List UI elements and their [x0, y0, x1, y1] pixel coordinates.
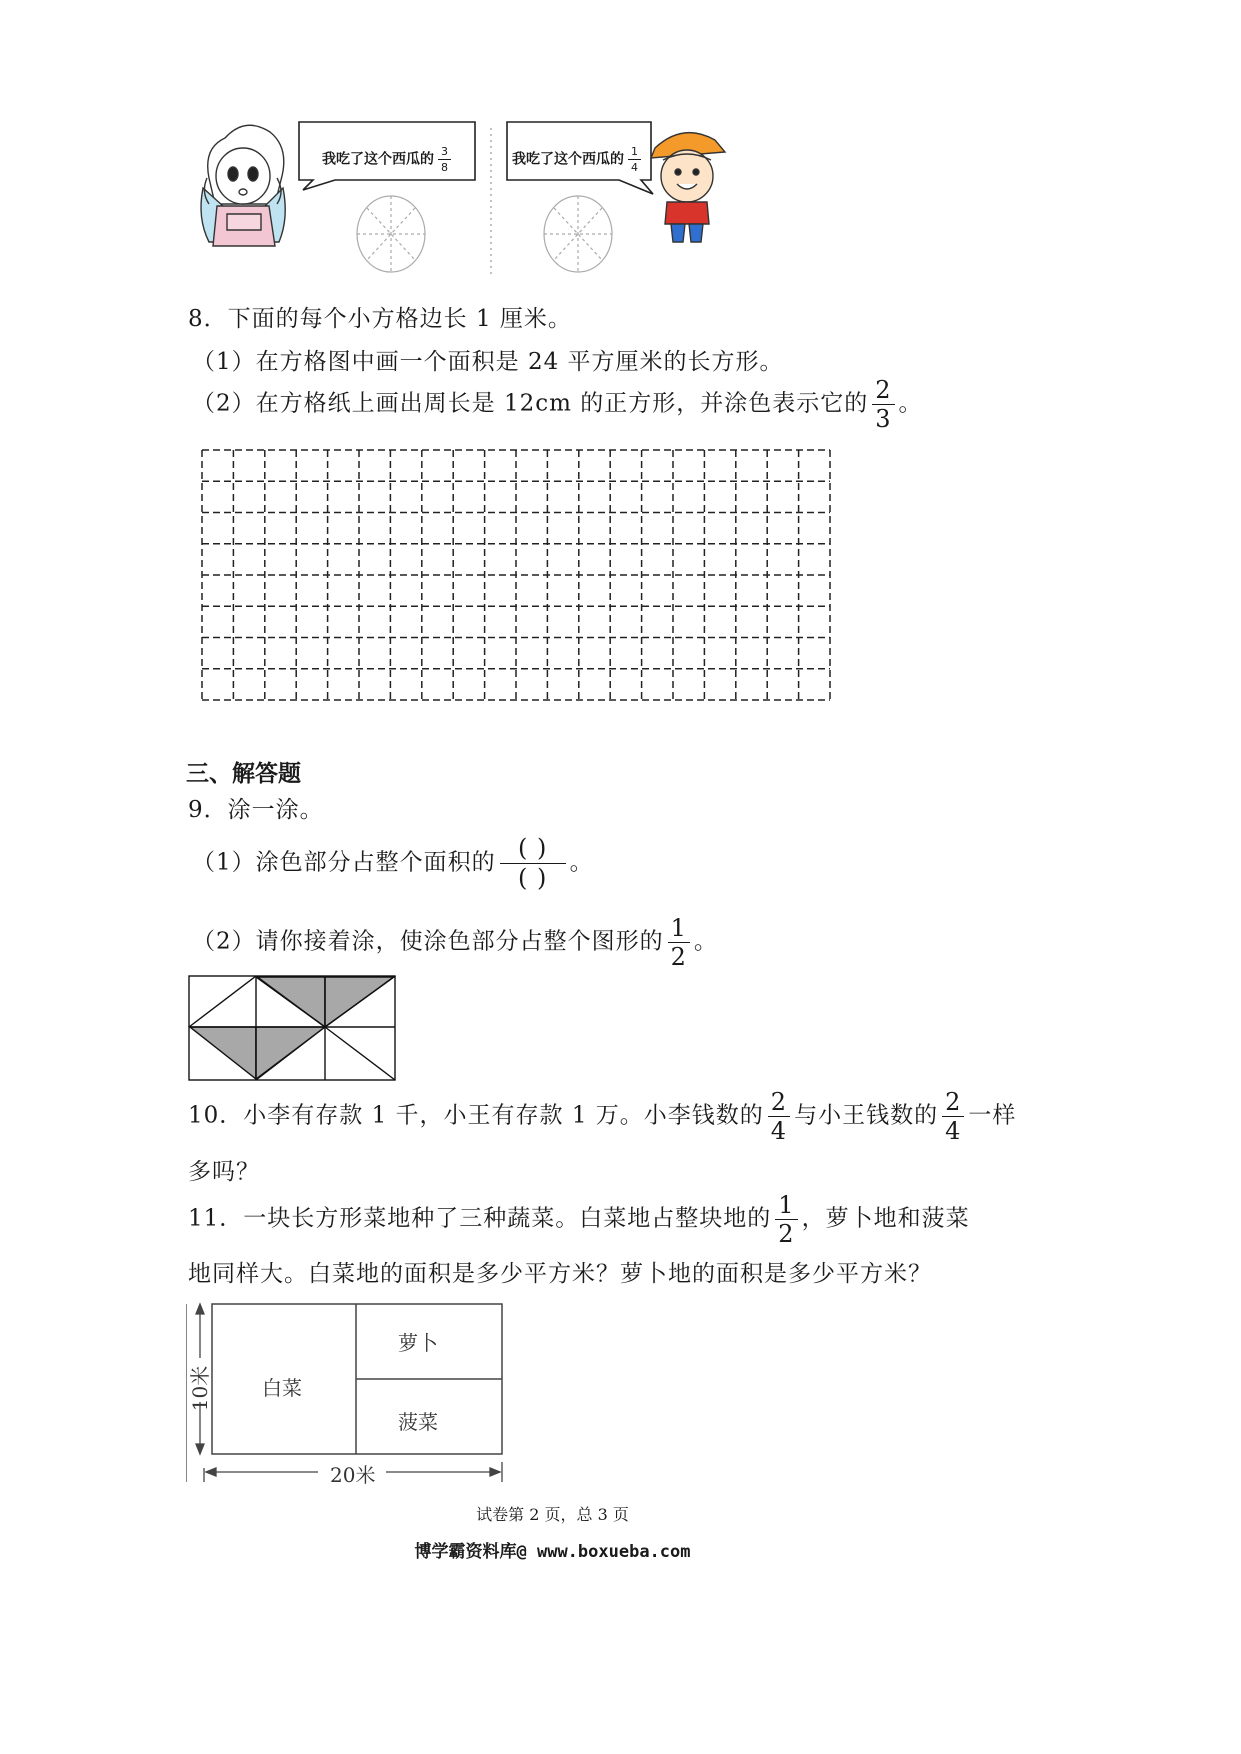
cartoon-scene [195, 118, 835, 280]
vegetable-field-diagram [186, 1302, 506, 1484]
label-cabbage: 白菜 [262, 1376, 302, 1400]
source-watermark: 博学霸资料库@ www.boxueba.com [414, 1542, 691, 1562]
page-number-footer: 试卷第 2 页，总 3 页 [476, 1505, 629, 1524]
boy-speech-text: 我吃了这个西瓜的 $\frac{1}{4}$ [512, 146, 645, 173]
q8-title: 8．下面的每个小方格边长 1 厘米。 [188, 306, 572, 332]
watermelon-illustration [195, 118, 835, 280]
dashed-square-grid [201, 449, 831, 701]
label-radish: 萝卜 [398, 1331, 438, 1355]
q9-title: 9．涂一涂。 [188, 797, 324, 823]
triangle-shading-figure [188, 975, 398, 1081]
watermelon-circle-1 [357, 196, 425, 272]
girl-speech-text: 我吃了这个西瓜的 $\frac{3}{8}$ [322, 146, 455, 173]
q8-part2: （2）在方格纸上画出周长是 12cm 的正方形，并涂色表示它的 $\frac{2}{3}$ 。 [192, 376, 923, 433]
q10-line1: 10．小李有存款 1 千，小王有存款 1 万。小李钱数的 $\frac{2}{4}$ 与小王钱数的 $\frac{2}{4}$ 一样 [188, 1088, 1017, 1145]
q11-line2: 地同样大。白菜地的面积是多少平方米？萝卜地的面积是多少平方米？ [188, 1261, 932, 1287]
q9-part2: （2）请你接着涂，使涂色部分占整个图形的 $\frac{1}{2}$ 。 [192, 914, 718, 971]
boy-figure [651, 133, 725, 242]
q10-line2: 多吗？ [188, 1159, 260, 1185]
label-width-20m: 20米 [330, 1463, 376, 1487]
q8-part1: （1）在方格图中画一个面积是 24 平方厘米的长方形。 [192, 349, 784, 375]
watermelon-circle-2 [544, 196, 612, 272]
section3-heading: 三、解答题 [186, 761, 301, 787]
label-height-10m: 10米 [188, 1365, 213, 1412]
label-spinach: 菠菜 [398, 1410, 438, 1434]
q11-line1: 11．一块长方形菜地种了三种蔬菜。白菜地占整块地的 $\frac{1}{2}$ ，萝卜地和菠菜 [188, 1191, 970, 1248]
girl-figure [201, 125, 285, 246]
q9-part1: （1）涂色部分占整个面积的 $\frac{( )}{( )}$ 。 [192, 834, 594, 893]
shaded-triangle-bottom-1 [190, 1027, 256, 1079]
